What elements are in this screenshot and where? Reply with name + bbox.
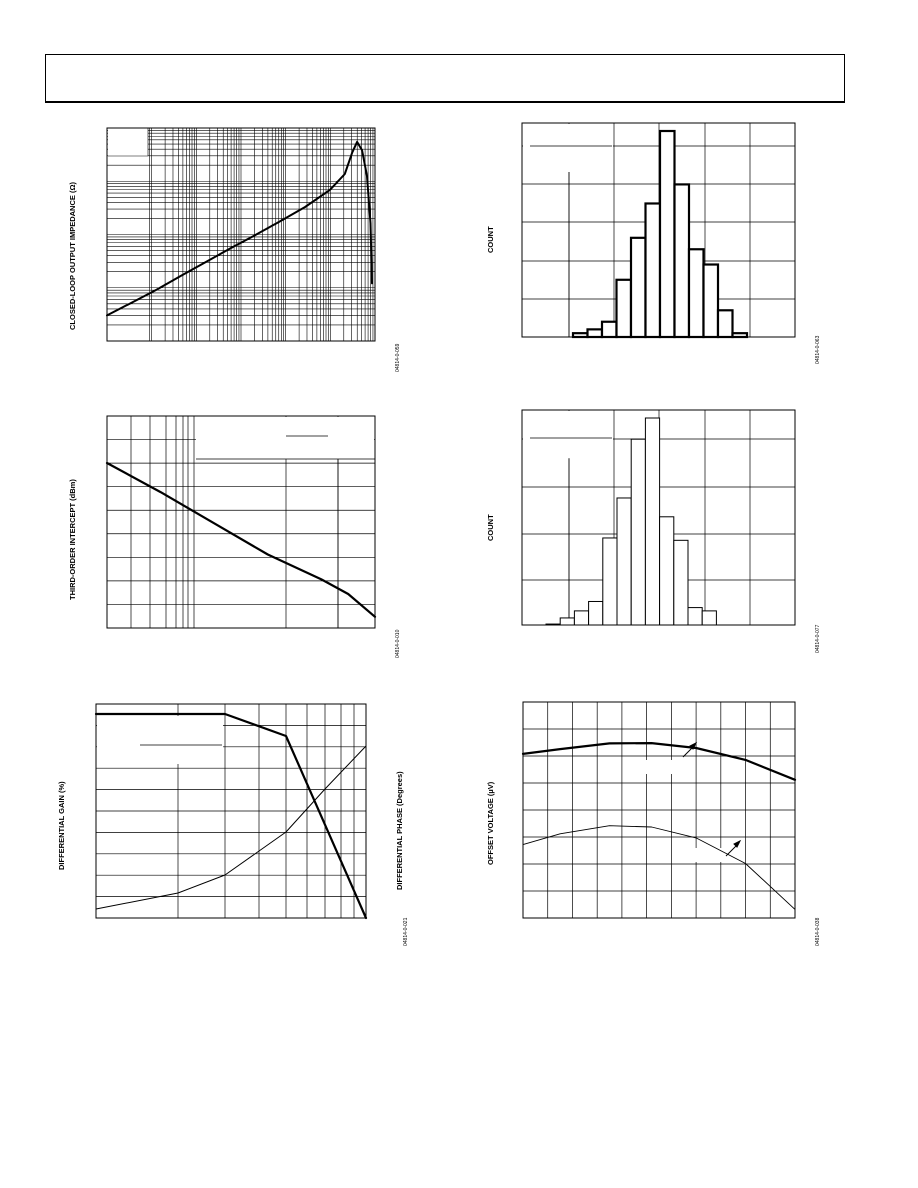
chart6-series-2: [523, 826, 795, 910]
chart5-bar: [574, 611, 588, 625]
chart6-label-box-2: [676, 848, 722, 862]
chart5-bar: [589, 601, 603, 625]
chart5-bar: [645, 418, 659, 625]
chart5-legend-box: [523, 411, 613, 459]
chart4-bar: [573, 333, 588, 337]
chart4-figure-code: 04814-0-063: [815, 335, 821, 364]
chart6-figure-code: 04814-0-038: [815, 917, 821, 946]
chart5-bar: [660, 517, 674, 625]
chart5-bar: [603, 538, 617, 625]
chart4-bar: [733, 333, 748, 337]
chart4-bar: [588, 329, 603, 337]
chart4-bar: [660, 131, 675, 337]
chart5-bar: [617, 498, 631, 625]
chart2-figure-code: 04814-0-010: [395, 629, 401, 658]
chart6-label-box-1: [630, 760, 680, 774]
chart4-bar: [617, 280, 632, 337]
chart5-bar: [702, 611, 716, 625]
chart4-bar: [631, 238, 646, 337]
chart5-bar: [674, 540, 688, 625]
chart3-ylabel-right: DIFFERENTIAL PHASE (Degrees): [395, 771, 404, 890]
chart4-bar: [718, 310, 733, 337]
chart2-legend-box: [196, 417, 374, 459]
chart6-ylabel: OFFSET VOLTAGE (µV): [486, 781, 495, 865]
chart5-bar: [560, 618, 574, 625]
chart4-bar: [602, 322, 617, 337]
chart3-ylabel-left: DIFFERENTIAL GAIN (%): [57, 781, 66, 870]
chart4-legend-box: [523, 124, 613, 172]
chart5-bar: [688, 608, 702, 625]
chart2-series-line: [107, 463, 375, 617]
chart4-bar: [646, 203, 661, 337]
chart4-ylabel: COUNT: [486, 226, 495, 253]
chart4-bar: [704, 265, 719, 337]
chart5-bar: [631, 439, 645, 625]
chart3-figure-code: 04814-0-021: [403, 917, 409, 946]
chart4-bar: [689, 249, 704, 337]
chart4-bar: [675, 184, 690, 337]
chart5-figure-code: 04814-0-077: [815, 624, 821, 653]
chart5-bar: [546, 624, 560, 625]
chart1-figure-code: 04814-0-059: [395, 343, 401, 372]
chart6-arrowhead-2: [734, 841, 740, 847]
chart1-ylabel: CLOSED-LOOP OUTPUT IMPEDANCE (Ω): [68, 182, 77, 330]
chart2-ylabel: THIRD-ORDER INTERCEPT (dBm): [68, 479, 77, 600]
chart5-ylabel: COUNT: [486, 514, 495, 541]
chart3-legend-box: [97, 716, 223, 764]
chart1-series-line: [107, 142, 372, 316]
chart1-legend-box: [108, 129, 148, 157]
